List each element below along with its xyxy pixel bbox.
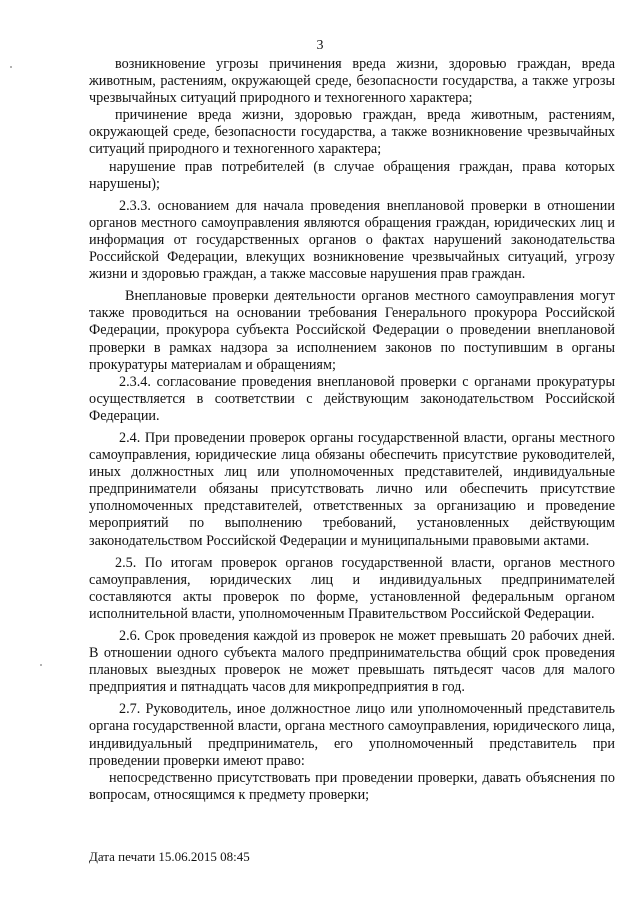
paragraph-2-7: 2.7. Руководитель, иное должностное лицо или уполномоченный представитель органа государственной власти, органа местного самоуправления, юридического лица, индивидуальный предприниматель, его уполномоченный представитель при проведении проверки имеют право: xyxy=(89,701,615,769)
paragraph-threat-of-harm: возникновение угрозы причинения вреда жизни, здоровью граждан, вреда животным, растениям, окружающей среде, безопасности государства, а также угрозы чрезвычайных ситуаций природного и техногенного характера; xyxy=(89,56,615,107)
paragraph-2-6: 2.6. Срок проведения каждой из проверок не может превышать 20 рабочих дней. В отношении одного субъекта малого предпринимательства общий срок проведения плановых выездных проверок не может превышать пятьдесят часов для малого предприятия и пятнадцать часов для микропредприятия в год. xyxy=(89,628,615,696)
scan-speck xyxy=(10,66,12,68)
paragraph-2-4: 2.4. При проведении проверок органы государственной власти, органы местного самоуправления, юридические лица обязаны обеспечить присутствие руководителей, иных должностных лиц или уполномоченных представителей, индивидуальные предприниматели обязаны присутствовать лично или обеспечить присутствие уполномоченных представителей, ответственных за организацию и проведение мероприятий по выполнению требований, установленных действующим законодательством Российской Федерации и муниципальными правовыми актами. xyxy=(89,429,615,549)
paragraph-consumer-rights: нарушение прав потребителей (в случае обращения граждан, права которых нарушены); xyxy=(89,158,615,192)
paragraph-right-to-attend: непосредственно присутствовать при проведении проверки, давать объяснения по вопросам, относящимся к предмету проверки; xyxy=(89,769,615,803)
paragraph-unscheduled-inspections: Внеплановые проверки деятельности органов местного самоуправления могут также проводиться на основании требования Генерального прокурора Российской Федерации, прокурора субъекта Российской Федерации о проведении внеплановой проверки в рамках надзора за исполнением законов по поступившим в органы прокуратуры материалам и обращениям; xyxy=(89,288,615,373)
page-number: 3 xyxy=(316,38,324,53)
print-date-footer: Дата печати 15.06.2015 08:45 xyxy=(89,849,250,864)
document-body xyxy=(89,56,615,804)
paragraph-harm-caused: причинение вреда жизни, здоровью граждан, вреда животным, растениям, окружающей среде, безопасности государства, а также возникновение чрезвычайных ситуаций природного и техногенного характера; xyxy=(89,107,615,158)
paragraph-2-3-3: 2.3.3. основанием для начала проведения внеплановой проверки в отношении органов местного самоуправления являются обращения граждан, юридических лиц и информация от государственных органов о фактах нарушений законодательства Российской Федерации, влекущих возникновение чрезвычайных ситуаций, угрозу жизни и здоровью граждан, а также массовые нарушения прав граждан. xyxy=(89,197,615,283)
scan-speck xyxy=(40,664,42,666)
paragraph-2-3-4: 2.3.4. согласование проведения внеплановой проверки с органами прокуратуры осуществляется в соответствии с действующим законодательством Российской Федерации. xyxy=(89,373,615,424)
paragraph-2-5: 2.5. По итогам проверок органов государственной власти, органов местного самоуправления, юридических лиц и индивидуальных предпринимателей составляются акты проверок по форме, установленной федеральным органом исполнительной власти, уполномоченным Правительством Российской Федерации. xyxy=(89,554,615,622)
